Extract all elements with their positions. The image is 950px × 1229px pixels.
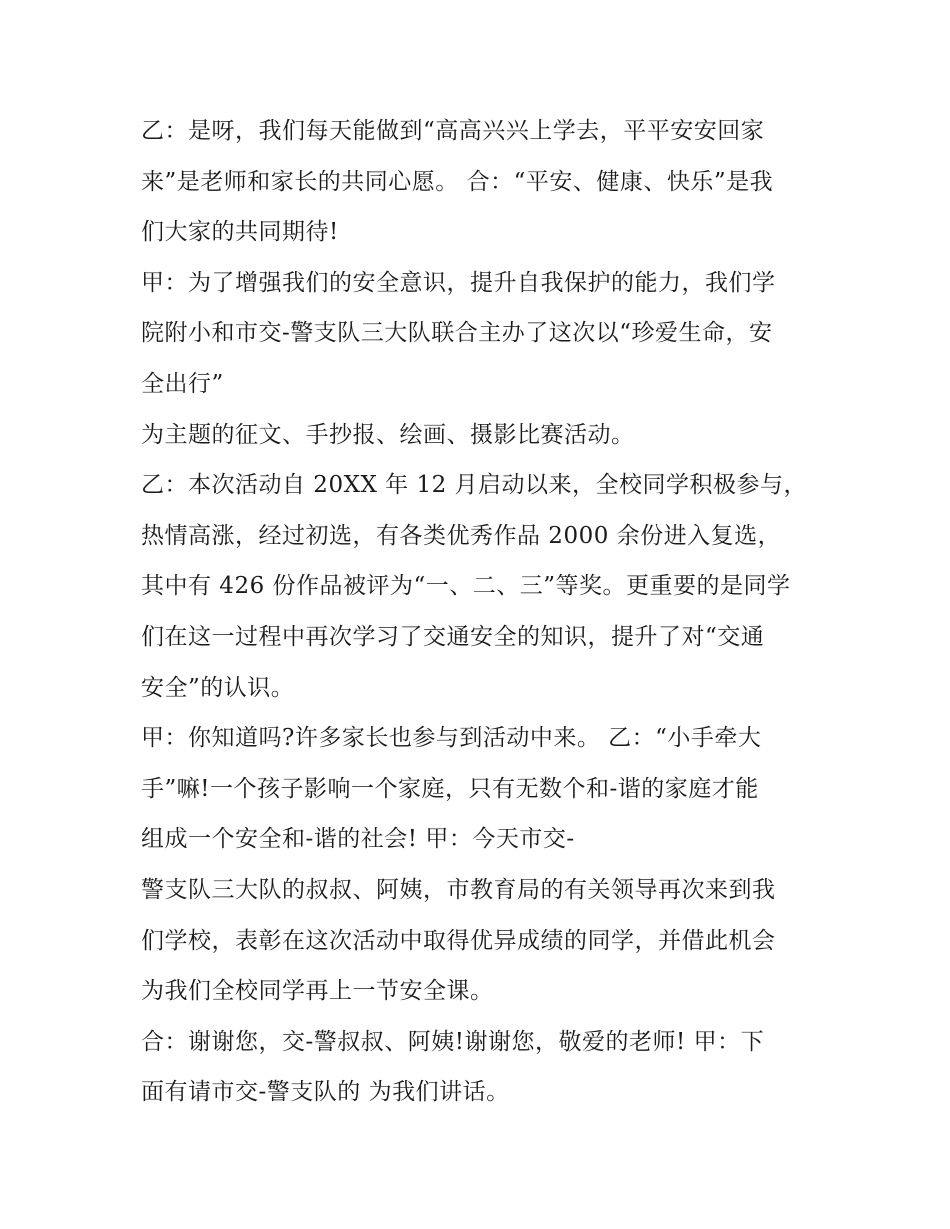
text-line: 合：谢谢您，交-警叔叔、阿姨!谢谢您，敬爱的老师! 甲：下 — [141, 1028, 765, 1055]
text-line: 乙：是呀，我们每天能做到“高高兴兴上学去，平平安安回家 — [141, 118, 765, 144]
text-line: 们大家的共同期待! — [141, 219, 339, 246]
text-line: 安全”的认识。 — [141, 674, 295, 701]
text-line: 面有请市交-警支队的 为我们讲话。 — [141, 1079, 510, 1106]
text-line: 来”是老师和家长的共同心愿。 合：“平安、健康、快乐”是我 — [141, 168, 774, 195]
text-line: 们学校，表彰在这次活动中取得优异成绩的同学，并借此机会 — [141, 927, 776, 954]
text-line: 热情高涨，经过初选，有各类优秀作品 2000 余份进入复选， — [141, 522, 782, 549]
document-body — [141, 106, 821, 1118]
text-line: 全出行” — [141, 370, 224, 397]
text-line: 组成一个安全和-谐的社会! 甲：今天市交- — [141, 826, 575, 853]
text-line: 甲：你知道吗?许多家长也参与到活动中来。 乙：“小手牵大 — [141, 725, 762, 752]
text-line: 院附小和市交-警支队三大队联合主办了这次以“珍爱生命，安 — [141, 320, 773, 347]
text-line: 乙：本次活动自 20XX 年 12 月启动以来，全校同学积极参与， — [141, 472, 808, 499]
text-line: 手”嘛!一个孩子影响一个家庭，只有无数个和-谐的家庭才能 — [141, 775, 759, 802]
text-line: 警支队三大队的叔叔、阿姨，市教育局的有关领导再次来到我 — [141, 876, 776, 903]
text-line: 其中有 426 份作品被评为“一、二、三”等奖。更重要的是同学 — [141, 573, 791, 600]
text-line: 为我们全校同学再上一节安全课。 — [141, 978, 494, 1005]
text-line: 为主题的征文、手抄报、绘画、摄影比赛活动。 — [141, 421, 635, 448]
text-line: 们在这一过程中再次学习了交通安全的知识，提升了对“交通 — [141, 623, 765, 650]
text-line: 甲：为了增强我们的安全意识，提升自我保护的能力，我们学 — [141, 269, 776, 296]
